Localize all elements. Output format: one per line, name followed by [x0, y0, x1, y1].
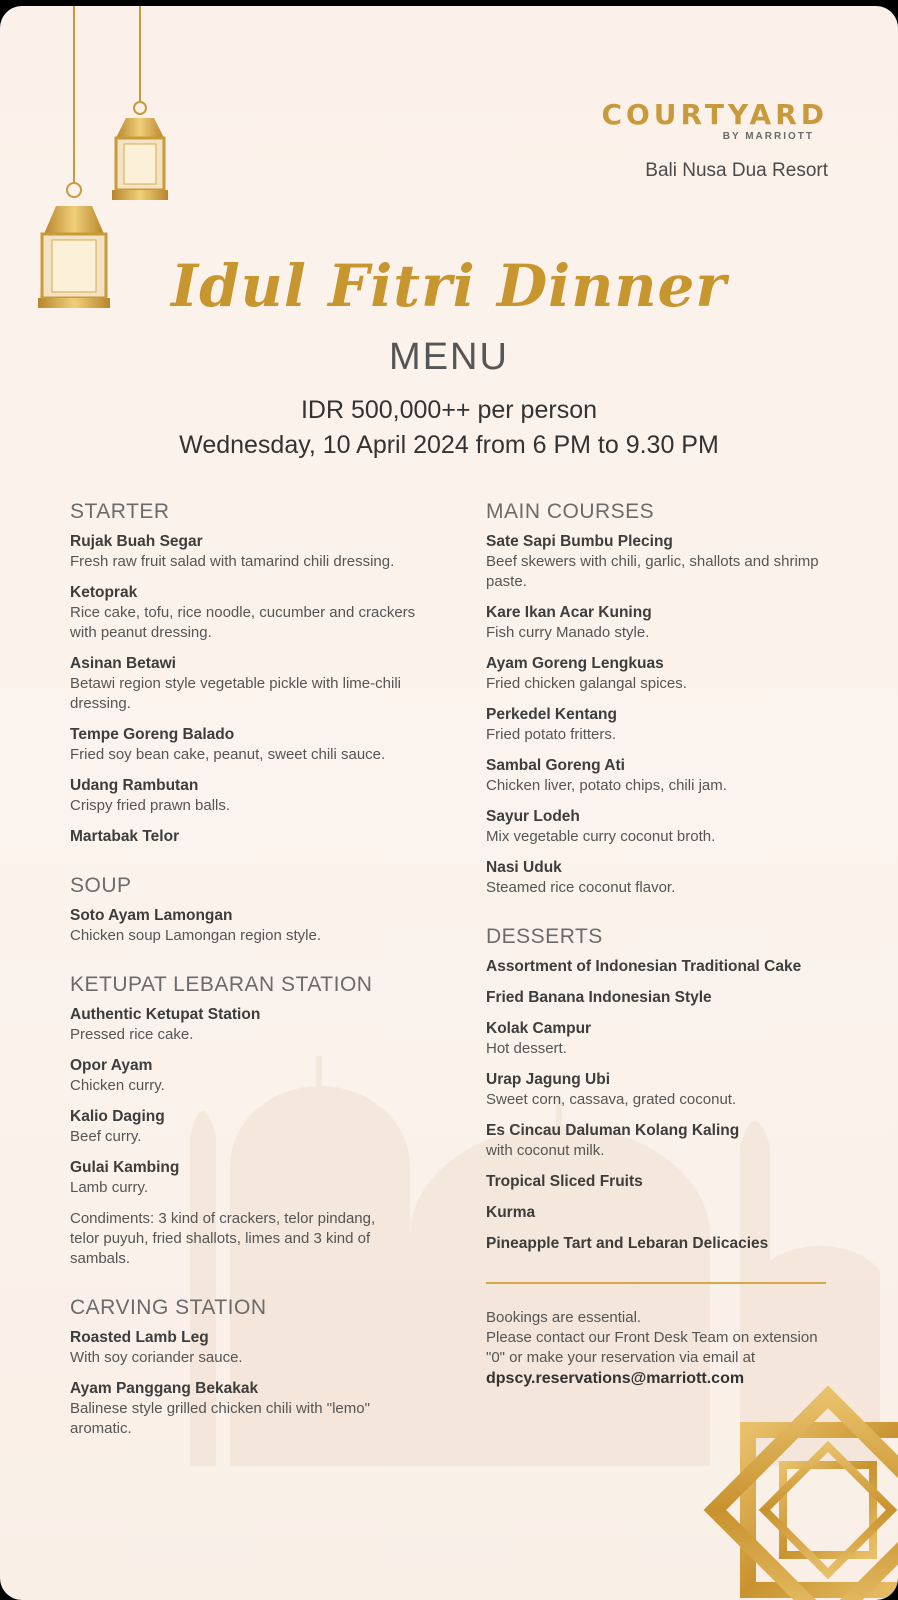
menu-item: [70, 1328, 430, 1368]
item-description: With soy coriander sauce.: [70, 1349, 243, 1366]
item-name: Tropical Sliced Fruits: [486, 1173, 643, 1190]
item-description: Mix vegetable curry coconut broth.: [486, 828, 716, 845]
menu-item: [70, 1056, 430, 1096]
item-description: Sweet corn, cassava, grated coconut.: [486, 1091, 737, 1108]
item-name: Gulai Kambing: [70, 1159, 180, 1176]
date-line: Wednesday, 10 April 2024 from 6 PM to 9.30 PM: [179, 431, 719, 459]
booking-contact: Please contact our Front Desk Team on extension "0" or make your reservation via email at: [486, 1329, 818, 1366]
item-name: Asinan Betawi: [70, 655, 176, 672]
menu-item: [486, 1203, 826, 1223]
item-description: Chicken soup Lamongan region style.: [70, 927, 321, 944]
booking-note: Bookings are essential.: [486, 1309, 642, 1326]
item-name: Martabak Telor: [70, 828, 180, 845]
menu-item: [70, 725, 430, 765]
item-description: Lamb curry.: [70, 1179, 149, 1196]
menu-item: [486, 957, 826, 977]
brand-block: [601, 98, 828, 182]
section-heading-desserts: DESSERTS: [486, 925, 603, 948]
menu-item: [486, 654, 826, 694]
item-name: Roasted Lamb Leg: [70, 1329, 209, 1346]
item-name: Sate Sapi Bumbu Plecing: [486, 533, 673, 550]
item-name: Kolak Campur: [486, 1020, 592, 1037]
item-description: Chicken liver, potato chips, chili jam.: [486, 777, 727, 794]
item-description: Chicken curry.: [70, 1077, 165, 1094]
menu-item: [70, 654, 430, 714]
item-name: Soto Ayam Lamongan: [70, 907, 233, 924]
item-description: Fried soy bean cake, peanut, sweet chili sauce.: [70, 746, 386, 763]
menu-item: [70, 776, 430, 816]
menu-item: [70, 532, 430, 572]
right-column: [486, 500, 826, 1390]
menu-item: [486, 988, 826, 1008]
condiments-note: [70, 1209, 430, 1269]
item-description: Fresh raw fruit salad with tamarind chili dressing.: [70, 553, 395, 570]
item-description: Fish curry Manado style.: [486, 624, 650, 641]
item-name: Perkedel Kentang: [486, 706, 617, 723]
menu-item: [486, 1070, 826, 1110]
item-description: Pressed rice cake.: [70, 1026, 194, 1043]
page-title: Idul Fitri Dinner: [171, 252, 727, 320]
menu-item: [486, 1172, 826, 1192]
item-name: Rujak Buah Segar: [70, 533, 203, 550]
item-description: Fried potato fritters.: [486, 726, 617, 743]
star-ornament-icon: [698, 1380, 898, 1600]
item-description: Betawi region style vegetable pickle with lime-chili dressing.: [70, 675, 401, 712]
item-name: Assortment of Indonesian Traditional Cake: [486, 958, 802, 975]
item-name: Pineapple Tart and Lebaran Delicacies: [486, 1235, 769, 1252]
menu-item: [70, 906, 430, 946]
menu-item: [486, 807, 826, 847]
item-name: Nasi Uduk: [486, 859, 562, 876]
section-heading-carving: CARVING STATION: [70, 1296, 267, 1319]
item-description: Beef skewers with chili, garlic, shallots and shrimp paste.: [486, 553, 819, 590]
item-name: Kalio Daging: [70, 1108, 165, 1125]
menu-item: [70, 583, 430, 643]
item-description: Balinese style grilled chicken chili with "lemo" aromatic.: [70, 1400, 370, 1437]
menu-item: [70, 827, 430, 847]
section-heading-soup: SOUP: [70, 874, 132, 897]
item-description: Steamed rice coconut flavor.: [486, 879, 676, 896]
item-name: Fried Banana Indonesian Style: [486, 989, 712, 1006]
reservation-email: dpscy.reservations@marriott.com: [486, 1370, 745, 1387]
item-description: Hot dessert.: [486, 1040, 567, 1057]
menu-item: [70, 1107, 430, 1147]
price-line: IDR 500,000++ per person: [300, 396, 598, 424]
section-heading-ketupat: KETUPAT LEBARAN STATION: [70, 973, 373, 996]
item-description: Fried chicken galangal spices.: [486, 675, 687, 692]
item-description: Rice cake, tofu, rice noodle, cucumber and crackers with peanut dressing.: [70, 604, 416, 641]
item-name: Tempe Goreng Balado: [70, 726, 235, 743]
divider: [486, 1282, 826, 1284]
condiments-line-2: telor puyuh, fried shallots, limes and 3 kind of sambals.: [70, 1230, 371, 1267]
menu-item: [70, 1005, 430, 1045]
menu-item: [486, 532, 826, 592]
item-description: Crispy fried prawn balls.: [70, 797, 231, 814]
item-name: Ayam Panggang Bekakak: [70, 1380, 259, 1397]
menu-item: [70, 1379, 430, 1439]
section-heading-starter: STARTER: [70, 500, 170, 523]
item-name: Kare Ikan Acar Kuning: [486, 604, 652, 621]
menu-poster: [0, 6, 898, 1600]
item-name: Ketoprak: [70, 584, 138, 601]
brand-name: COURTYARD: [601, 98, 828, 131]
item-description: with coconut milk.: [486, 1142, 605, 1159]
item-name: Kurma: [486, 1204, 536, 1221]
item-name: Ayam Goreng Lengkuas: [486, 655, 664, 672]
item-name: Sayur Lodeh: [486, 808, 580, 825]
menu-item: [70, 1158, 430, 1198]
menu-item: [486, 603, 826, 643]
item-name: Udang Rambutan: [70, 777, 199, 794]
menu-item: [486, 1019, 826, 1059]
item-name: Sambal Goreng Ati: [486, 757, 625, 774]
section-heading-main: MAIN COURSES: [486, 500, 655, 523]
item-name: Urap Jagung Ubi: [486, 1071, 611, 1088]
menu-item: [486, 705, 826, 745]
left-column: [70, 500, 430, 1450]
item-name: Es Cincau Daluman Kolang Kaling: [486, 1122, 740, 1139]
menu-item: [486, 1121, 826, 1161]
menu-item: [486, 1234, 826, 1254]
item-name: Authentic Ketupat Station: [70, 1006, 261, 1023]
item-description: Beef curry.: [70, 1128, 142, 1145]
menu-item: [486, 858, 826, 898]
resort-name: Bali Nusa Dua Resort: [645, 160, 828, 181]
page-subtitle: MENU: [389, 336, 509, 378]
item-name: Opor Ayam: [70, 1057, 153, 1074]
menu-item: [486, 756, 826, 796]
condiments-line-1: Condiments: 3 kind of crackers, telor pindang,: [70, 1210, 376, 1227]
brand-byline: BY MARRIOTT: [722, 131, 814, 142]
